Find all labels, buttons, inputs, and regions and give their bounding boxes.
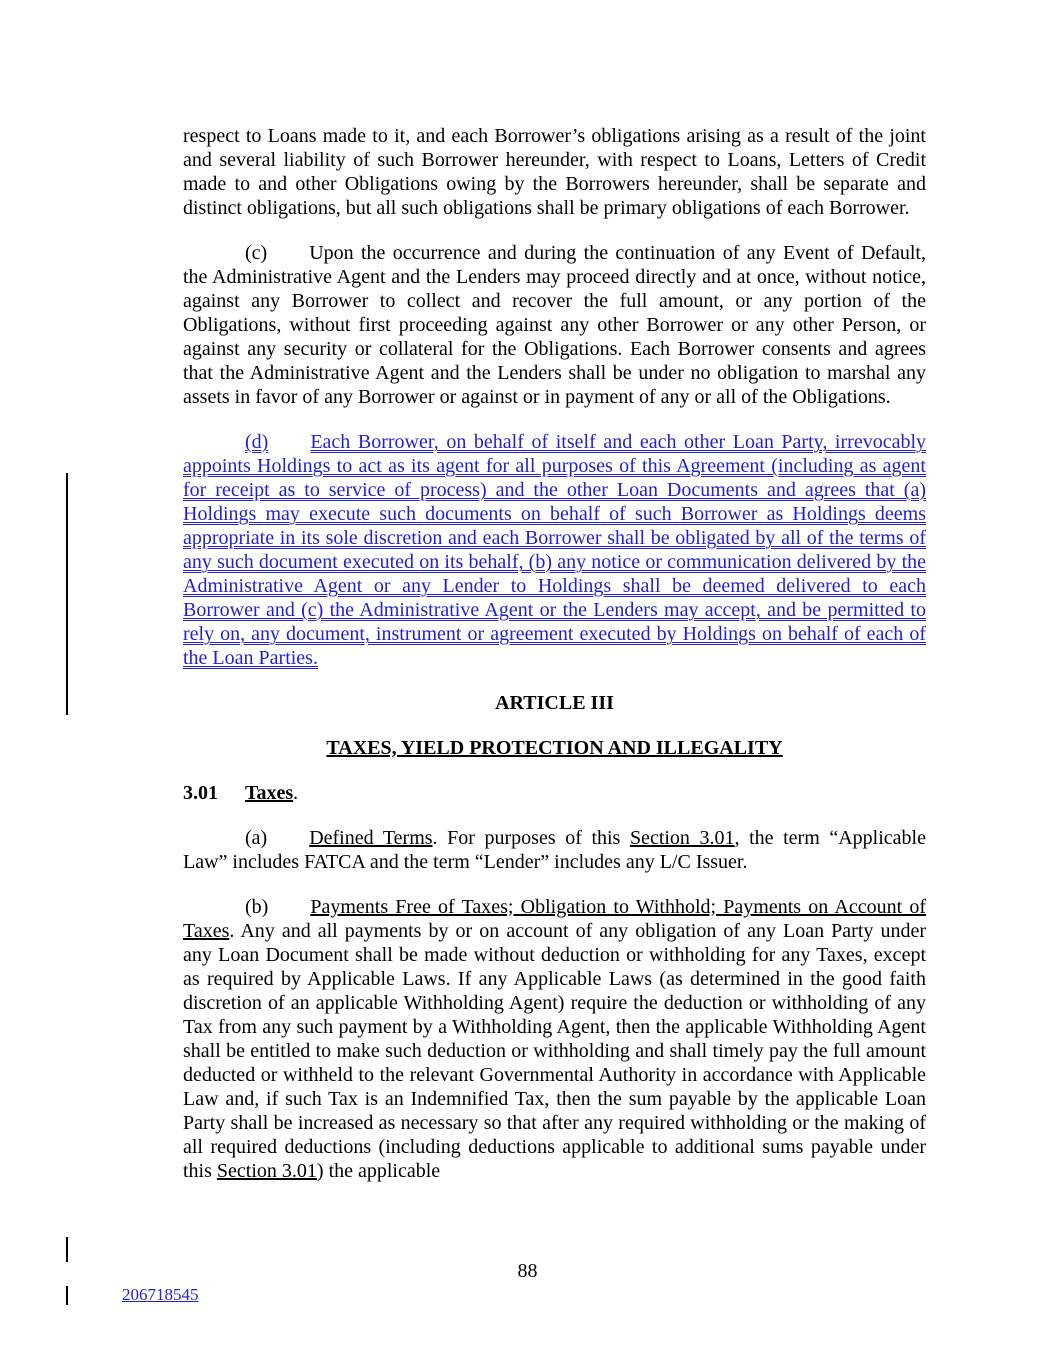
- section-title: Taxes: [245, 782, 294, 804]
- page-number: 88: [517, 1260, 538, 1282]
- paragraph-d-text: Each Borrower, on behalf of itself and each other Loan Party, irrevocably appoints Holdings to act as its agent for all purposes of this Agreement (including as agent for receipt as to service of process) and the other Loan Documents and agrees that (a) Holdings may execute such documents on behalf of such Borrower as Holdings deems appropriate in its sole discretion and each Borrower shall be obligated by all of the terms of any such document executed on its behalf, (b) any notice or communication delivered by the Administrative Agent or any Lender to Holdings shall be deemed delivered to each Borrower and (c) the Administrative Agent or the Lenders may accept, and be permitted to rely on, any document, instrument or agreement executed by Holdings on behalf of each of the Loan Parties.: [183, 431, 926, 669]
- change-bar-footer-2: [66, 1286, 68, 1305]
- paragraph-continuation-text: respect to Loans made to it, and each Borrower’s obligations arising as a result of the joint and several liability of such Borrower hereunder, with respect to Loans, Letters of Credit made to and other Obligations owing by the Borrowers hereunder, shall be separate and distinct obligations, but all such obligations shall be primary obligations of each Borrower.: [183, 125, 926, 219]
- document-body: [183, 124, 926, 1204]
- paragraph-a: [183, 826, 926, 874]
- paragraph-d-label: (d): [245, 431, 269, 453]
- paragraph-c-label: (c): [245, 242, 268, 264]
- paragraph-b: [183, 895, 926, 1183]
- paragraph-b-label: (b): [245, 896, 269, 918]
- paragraph-b-text-1: . Any and all payments by or on account of any obligation of any Loan Party under any Loan Document shall be made without deduction or withholding for any Taxes, except as required by Applicable Laws. If any Applicable Laws (as determined in the good faith discretion of an applicable Withholding Agent) require the deduction or withholding of any Tax from any such payment by a Withholding Agent, then the applicable Withholding Agent shall be entitled to make such deduction or withholding and shall timely pay the full amount deducted or withheld to the relevant Governmental Authority in accordance with Applicable Law and, if such Tax is an Indemnified Tax, then the sum payable by the applicable Loan Party shall be increased as necessary so that after any required withholding or the making of all required deductions (including deductions applicable to additional sums payable under this: [183, 920, 926, 1182]
- article-title-heading: [183, 736, 926, 760]
- article-title-text: TAXES, YIELD PROTECTION AND ILLEGALITY: [326, 737, 783, 759]
- paragraph-a-label: (a): [245, 827, 268, 849]
- paragraph-c-text: Upon the occurrence and during the continuation of any Event of Default, the Administrative Agent and the Lenders may proceed directly and at once, without notice, against any Borrower to collect and recover the full amount, or any portion of the Obligations, without first proceeding against any other Borrower or any other Person, or against any security or collateral for the Obligations. Each Borrower consents and agrees that the Administrative Agent and the Lenders shall be under no obligation to marshal any assets in favor of any Borrower or against or in payment of any or all of the Obligations.: [183, 242, 926, 408]
- paragraph-c: [183, 241, 926, 409]
- paragraph-a-text-1: . For purposes of this: [432, 827, 630, 849]
- paragraph-a-heading: Defined Terms: [309, 827, 433, 849]
- paragraph-a-text-2: , the term “Applicable Law” includes FATCA and the term “Lender” includes any L/C Issuer.: [183, 827, 926, 873]
- change-bar-paragraph-d: [66, 473, 68, 715]
- paragraph-b-text-2: ) the applicable: [316, 1160, 441, 1182]
- section-3-01-reference: Section 3.01: [629, 827, 735, 849]
- section-title-period: .: [293, 782, 299, 804]
- article-iii-heading: ARTICLE III: [495, 692, 614, 714]
- paragraph-d-inserted: [183, 430, 926, 670]
- paragraph-b-heading: Payments Free of Taxes; Obligation to Withhold; Payments on Account of Taxes: [183, 896, 926, 942]
- section-number: 3.01: [183, 782, 218, 804]
- paragraph-continuation: [183, 124, 926, 220]
- section-3-01-reference: Section 3.01: [216, 1160, 317, 1182]
- doc-number-link[interactable]: 206718545: [122, 1285, 199, 1304]
- section-3-01-heading: [183, 781, 926, 805]
